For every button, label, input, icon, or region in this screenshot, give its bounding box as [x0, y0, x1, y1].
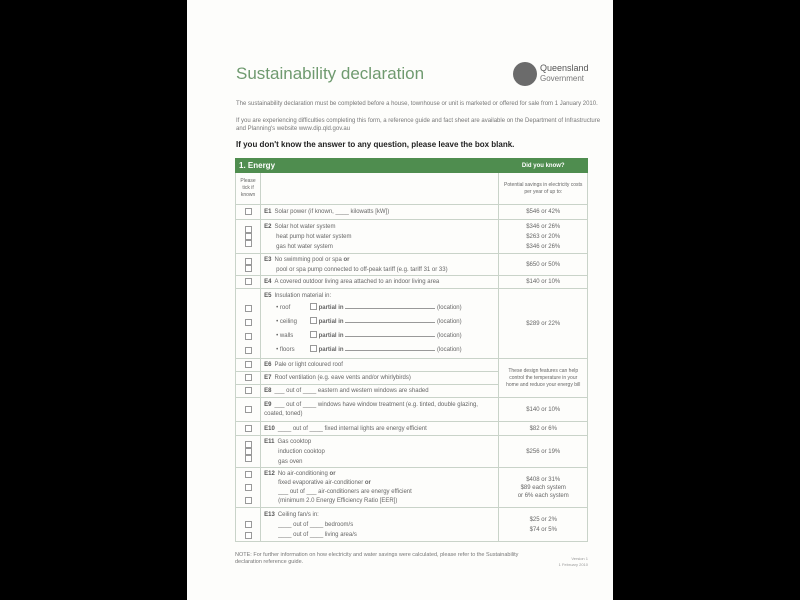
checkbox-e1[interactable]	[245, 208, 252, 215]
table-row-e5: E5 Insulation material in: • roof partial in (location) • ceiling partial in (location) • walls partial in (location) • floors partial in (location) $289 or 22%	[236, 289, 588, 359]
row-text: induction cooktop	[278, 448, 325, 455]
checkbox-e3-no-pool[interactable]	[245, 258, 252, 265]
instruction-text: If you don't know the answer to any question, please leave the box blank.	[236, 140, 515, 149]
checkbox-e7[interactable]	[245, 374, 252, 381]
row-code: E9	[264, 401, 272, 408]
version-info	[543, 556, 588, 568]
checkbox-e4[interactable]	[245, 278, 252, 285]
insulation-item: floors	[279, 346, 295, 353]
row-text: ____ out of ____ living area/s	[278, 531, 357, 538]
location-field-walls[interactable]	[345, 330, 435, 337]
intro-paragraph-1: The sustainability declaration must be completed before a house, townhouse or unit is marketed or offered for sale from 1 January 2010.	[236, 101, 598, 107]
did-you-know-header: Did you know?	[499, 159, 588, 173]
checkbox-e9[interactable]	[245, 406, 252, 413]
row-text: (minimum 2.0 Energy Efficiency Ratio [EER])	[278, 497, 398, 504]
logo-line-2: Government	[540, 74, 585, 83]
table-row-e13	[236, 508, 588, 542]
row-text: gas oven	[278, 458, 303, 465]
saving-value: $346 or 26%	[526, 223, 561, 230]
savings-header: Potential savings in electricity costs per year of up to:	[499, 173, 588, 205]
row-text: Roof ventilation (e.g. eave vents and/or whirlybirds)	[274, 375, 411, 381]
row-code: E5	[264, 292, 272, 299]
intro-paragraph-2: If you are experiencing difficulties completing this form, a reference guide and fact sheet are available on the Department of Infrastructure and Planning's website www.dip.qld.gov.au	[236, 118, 601, 132]
checkbox-e5-walls[interactable]	[245, 333, 252, 340]
table-row-e1	[236, 205, 588, 220]
row-text: ___ out of ____ eastern and western windows are shaded	[274, 388, 429, 394]
checkbox-partial-roof[interactable]	[310, 303, 317, 310]
table-row-e9	[236, 398, 588, 422]
saving-value: $408 or 31%	[526, 476, 561, 483]
version-date: 1 February 2010	[558, 562, 588, 567]
row-text: A covered outdoor living area attached to an indoor living area	[274, 279, 440, 285]
partial-label: partial in	[318, 332, 344, 339]
checkbox-e12-efficient[interactable]	[245, 497, 252, 504]
footer-note: NOTE: For further information on how electricity and water savings were calculated, please refer to the Sustainability declaration reference guide.	[235, 552, 519, 565]
row-text: fixed evaporative air-conditioner	[278, 479, 364, 486]
checkbox-e11-gas-cooktop[interactable]	[245, 441, 252, 448]
saving-value: $74 or 5%	[529, 526, 557, 533]
row-text: Solar hot water system	[274, 223, 336, 230]
checkbox-partial-floors[interactable]	[310, 345, 317, 352]
saving-value: $263 or 20%	[526, 233, 561, 240]
checkbox-e5-roof[interactable]	[245, 305, 252, 312]
table-row-e6	[236, 359, 588, 372]
checkbox-e2-gas[interactable]	[245, 240, 252, 247]
saving-value: $89 each system	[520, 484, 566, 491]
row-text: Gas cooktop	[277, 438, 312, 445]
row-text: ___ out of ___ air-conditioners are energy efficient	[278, 488, 412, 495]
design-note: These design features can help control the temperature in your home and reduce your energy bill	[499, 359, 588, 398]
table-row-e3	[236, 254, 588, 276]
row-code: E7	[264, 375, 272, 381]
checkbox-e8[interactable]	[245, 387, 252, 394]
checkbox-e5-floors[interactable]	[245, 347, 252, 354]
saving-value: $650 or 50%	[499, 254, 588, 276]
or-label: or	[329, 470, 336, 477]
row-text: ___ out of ____ windows have window treatment (e.g. tinted, double glazing, coated, toned)	[264, 401, 478, 417]
row-code: E12	[264, 470, 275, 477]
crest-icon	[513, 62, 537, 86]
saving-value: $289 or 22%	[499, 289, 588, 359]
row-code: E6	[264, 362, 272, 368]
saving-value: $82 or 6%	[499, 422, 588, 436]
location-field-floors[interactable]	[345, 344, 435, 351]
row-code: E4	[264, 279, 272, 285]
version-label: Version 1	[571, 556, 588, 561]
row-code: E3	[264, 256, 272, 263]
saving-value: $140 or 10%	[499, 398, 588, 422]
location-label: (location)	[436, 304, 462, 311]
checkbox-partial-ceiling[interactable]	[310, 317, 317, 324]
row-code: E13	[264, 511, 275, 518]
checkbox-e2-heat-pump[interactable]	[245, 233, 252, 240]
energy-table	[235, 158, 588, 542]
row-text: Ceiling fan/s in:	[277, 511, 319, 518]
page-title: Sustainability declaration	[236, 64, 425, 83]
table-row-e10	[236, 422, 588, 436]
checkbox-e2-solar[interactable]	[245, 226, 252, 233]
tick-label: Please tick if known	[236, 173, 261, 205]
logo-line-1: Queensland	[540, 63, 589, 73]
table-row-e2	[236, 220, 588, 254]
location-label: (location)	[436, 318, 462, 325]
checkbox-e11-induction[interactable]	[245, 448, 252, 455]
row-text: Insulation material in:	[274, 292, 332, 299]
checkbox-e12-evaporative[interactable]	[245, 484, 252, 491]
checkbox-e3-offpeak[interactable]	[245, 265, 252, 272]
location-field-ceiling[interactable]	[345, 316, 435, 323]
row-text: Pale or light coloured roof	[274, 362, 343, 368]
saving-value: or 6% each system	[517, 492, 569, 499]
location-label: (location)	[436, 346, 462, 353]
row-text: Solar power (if known, ____ kilowatts [kW])	[274, 209, 390, 215]
table-row-e4	[236, 276, 588, 289]
checkbox-e5-ceiling[interactable]	[245, 319, 252, 326]
row-text: pool or spa pump connected to off-peak tariff (e.g. tariff 31 or 33)	[276, 266, 448, 273]
insulation-item: roof	[279, 304, 291, 311]
partial-label: partial in	[318, 304, 344, 311]
section-title: 1. Energy	[236, 159, 499, 173]
checkbox-e13-living[interactable]	[245, 532, 252, 539]
row-text: No air-conditioning	[277, 470, 328, 477]
checkbox-e10[interactable]	[245, 425, 252, 432]
row-text: ____ out of ____ bedroom/s	[278, 521, 354, 528]
saving-value: $140 or 10%	[499, 276, 588, 289]
checkbox-e6[interactable]	[245, 361, 252, 368]
row-code: E8	[264, 388, 272, 394]
checkbox-e12-no-ac[interactable]	[245, 471, 252, 478]
row-code: E2	[264, 223, 272, 230]
location-field-roof[interactable]	[345, 302, 435, 309]
checkbox-e13-bedroom[interactable]	[245, 521, 252, 528]
row-text: heat pump hot water system	[276, 233, 352, 240]
queensland-government-logo	[513, 62, 593, 88]
checkbox-partial-walls[interactable]	[310, 331, 317, 338]
or-label: or	[343, 256, 350, 263]
row-code: E1	[264, 209, 272, 215]
partial-label: partial in	[318, 346, 344, 353]
row-text: gas hot water system	[276, 243, 333, 250]
insulation-item: ceiling	[279, 318, 297, 325]
row-text: ____ out of ____ fixed internal lights are energy efficient	[277, 425, 427, 432]
row-code: E10	[264, 425, 275, 432]
table-row-e11	[236, 436, 588, 468]
saving-value: $25 or 2%	[529, 516, 557, 523]
row-text: No swimming pool or spa	[274, 256, 342, 263]
partial-label: partial in	[318, 318, 344, 325]
saving-value: $346 or 26%	[526, 243, 561, 250]
checkbox-e11-gas-oven[interactable]	[245, 455, 252, 462]
or-label: or	[364, 479, 371, 486]
saving-value: $546 or 42%	[499, 205, 588, 220]
saving-value: $256 or 19%	[499, 436, 588, 468]
row-code: E11	[264, 438, 275, 445]
location-label: (location)	[436, 332, 462, 339]
insulation-item: walls	[279, 332, 294, 339]
table-row-e12	[236, 468, 588, 508]
form-page	[187, 0, 613, 600]
